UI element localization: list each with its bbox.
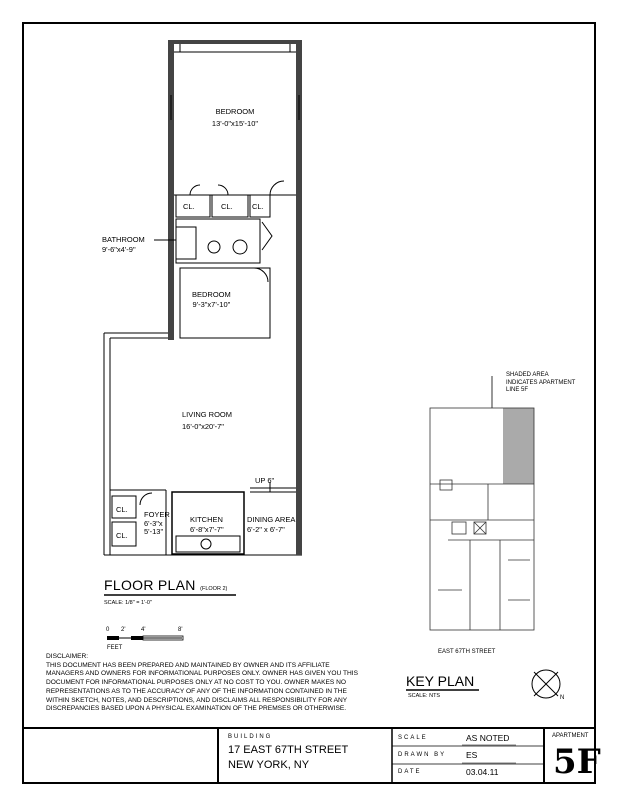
shaded-apartment-area [503, 408, 534, 484]
address-line-1: 17 EAST 67TH STREET [228, 744, 349, 756]
closet-label: CL. [252, 202, 264, 211]
date-value: 03.04.11 [466, 767, 499, 777]
kitchen-label: KITCHEN 6'-8"x7'-7" [190, 515, 224, 534]
apartment-label: APARTMENT [552, 733, 589, 739]
disclaimer-heading: DISCLAIMER: [46, 653, 89, 660]
closet-label: CL. [221, 202, 233, 211]
scale-tick-8: 8' [178, 627, 183, 633]
key-plan-street: EAST 67TH STREET [438, 649, 496, 655]
disclaimer-text: THIS DOCUMENT HAS BEEN PREPARED AND MAINTAINED BY OWNER AND ITS AFFILIATE MANAGERS AND OWNERS FOR INFORMATIONAL PURPOSES ONLY. OWNER HAS GIVEN YOU THIS DOCUMENT FOR INFORMATIONAL PURPOSES ONLY AT NO COST TO YOU. OWNER MAKES NO REPRESENTATIONS AS TO THE ACCURACY OF ANY OF THE INFORMATION CONTAINED IN THE WITHIN SKETCH, NOTES, AND DESCRIPTIONS, AND DISCLAIMS ALL RESPONSIBILITY FOR ANY DISCREPANCIES BASED UPON A PHYSICAL EXAMINATION OF THE PREMSES OR OTHERWISE. [46, 661, 359, 713]
closet-label: CL. [183, 202, 195, 211]
up-step-label: UP 6" [255, 476, 275, 485]
floor-plan-scale: SCALE: 1/8" = 1'-0" [104, 600, 152, 606]
drawn-by-label: DRAWN BY [398, 752, 447, 758]
scale-unit: FEET [107, 645, 123, 651]
bedroom-label: BEDROOM 13'-0"x15'-10" [211, 107, 259, 128]
apartment-number: 5F [553, 742, 601, 782]
scale-label: SCALE [398, 735, 428, 741]
scale-tick-2: 2' [121, 627, 126, 633]
scale-value: AS NOTED [466, 733, 510, 743]
scale-tick-0: 0 [106, 627, 110, 633]
closet-label: CL. [116, 505, 128, 514]
key-plan-drawing [430, 376, 534, 630]
scale-tick-4: 4' [141, 627, 146, 633]
foyer-label: FOYER 6'-3"x 5'-13" [144, 510, 170, 536]
living-room-label: LIVING ROOM 16'-0"x20'-7" [182, 410, 233, 431]
closet-label: CL. [116, 531, 128, 540]
key-plan-title: KEY PLAN [406, 673, 475, 689]
drawn-by-value: ES [466, 750, 478, 760]
floor-plan-title: FLOOR PLAN (FLOOR 2) [104, 577, 228, 593]
bedroom-2-label: BEDROOM 9'-3"x7'-10" [192, 290, 231, 309]
building-label: BUILDING [228, 734, 273, 740]
bedroom-north-wall [168, 40, 302, 44]
disclaimer [46, 653, 366, 714]
key-plan-scale: SCALE: NTS [408, 693, 441, 699]
key-plan-note: SHADED AREA INDICATES APARTMENT LINE 5F [506, 372, 576, 393]
date-label: DATE [398, 769, 422, 775]
address-line-2: NEW YORK, NY [228, 759, 310, 771]
title-block-lines [22, 728, 596, 784]
dining-area-label: DINING AREA 6'-2" x 6'-7" [247, 515, 296, 534]
north-label: N [560, 695, 565, 701]
scale-bar [107, 636, 183, 640]
bathroom-label: BATHROOM 9'-6"x4'-9" [102, 235, 145, 254]
north-arrow-icon [532, 670, 560, 698]
